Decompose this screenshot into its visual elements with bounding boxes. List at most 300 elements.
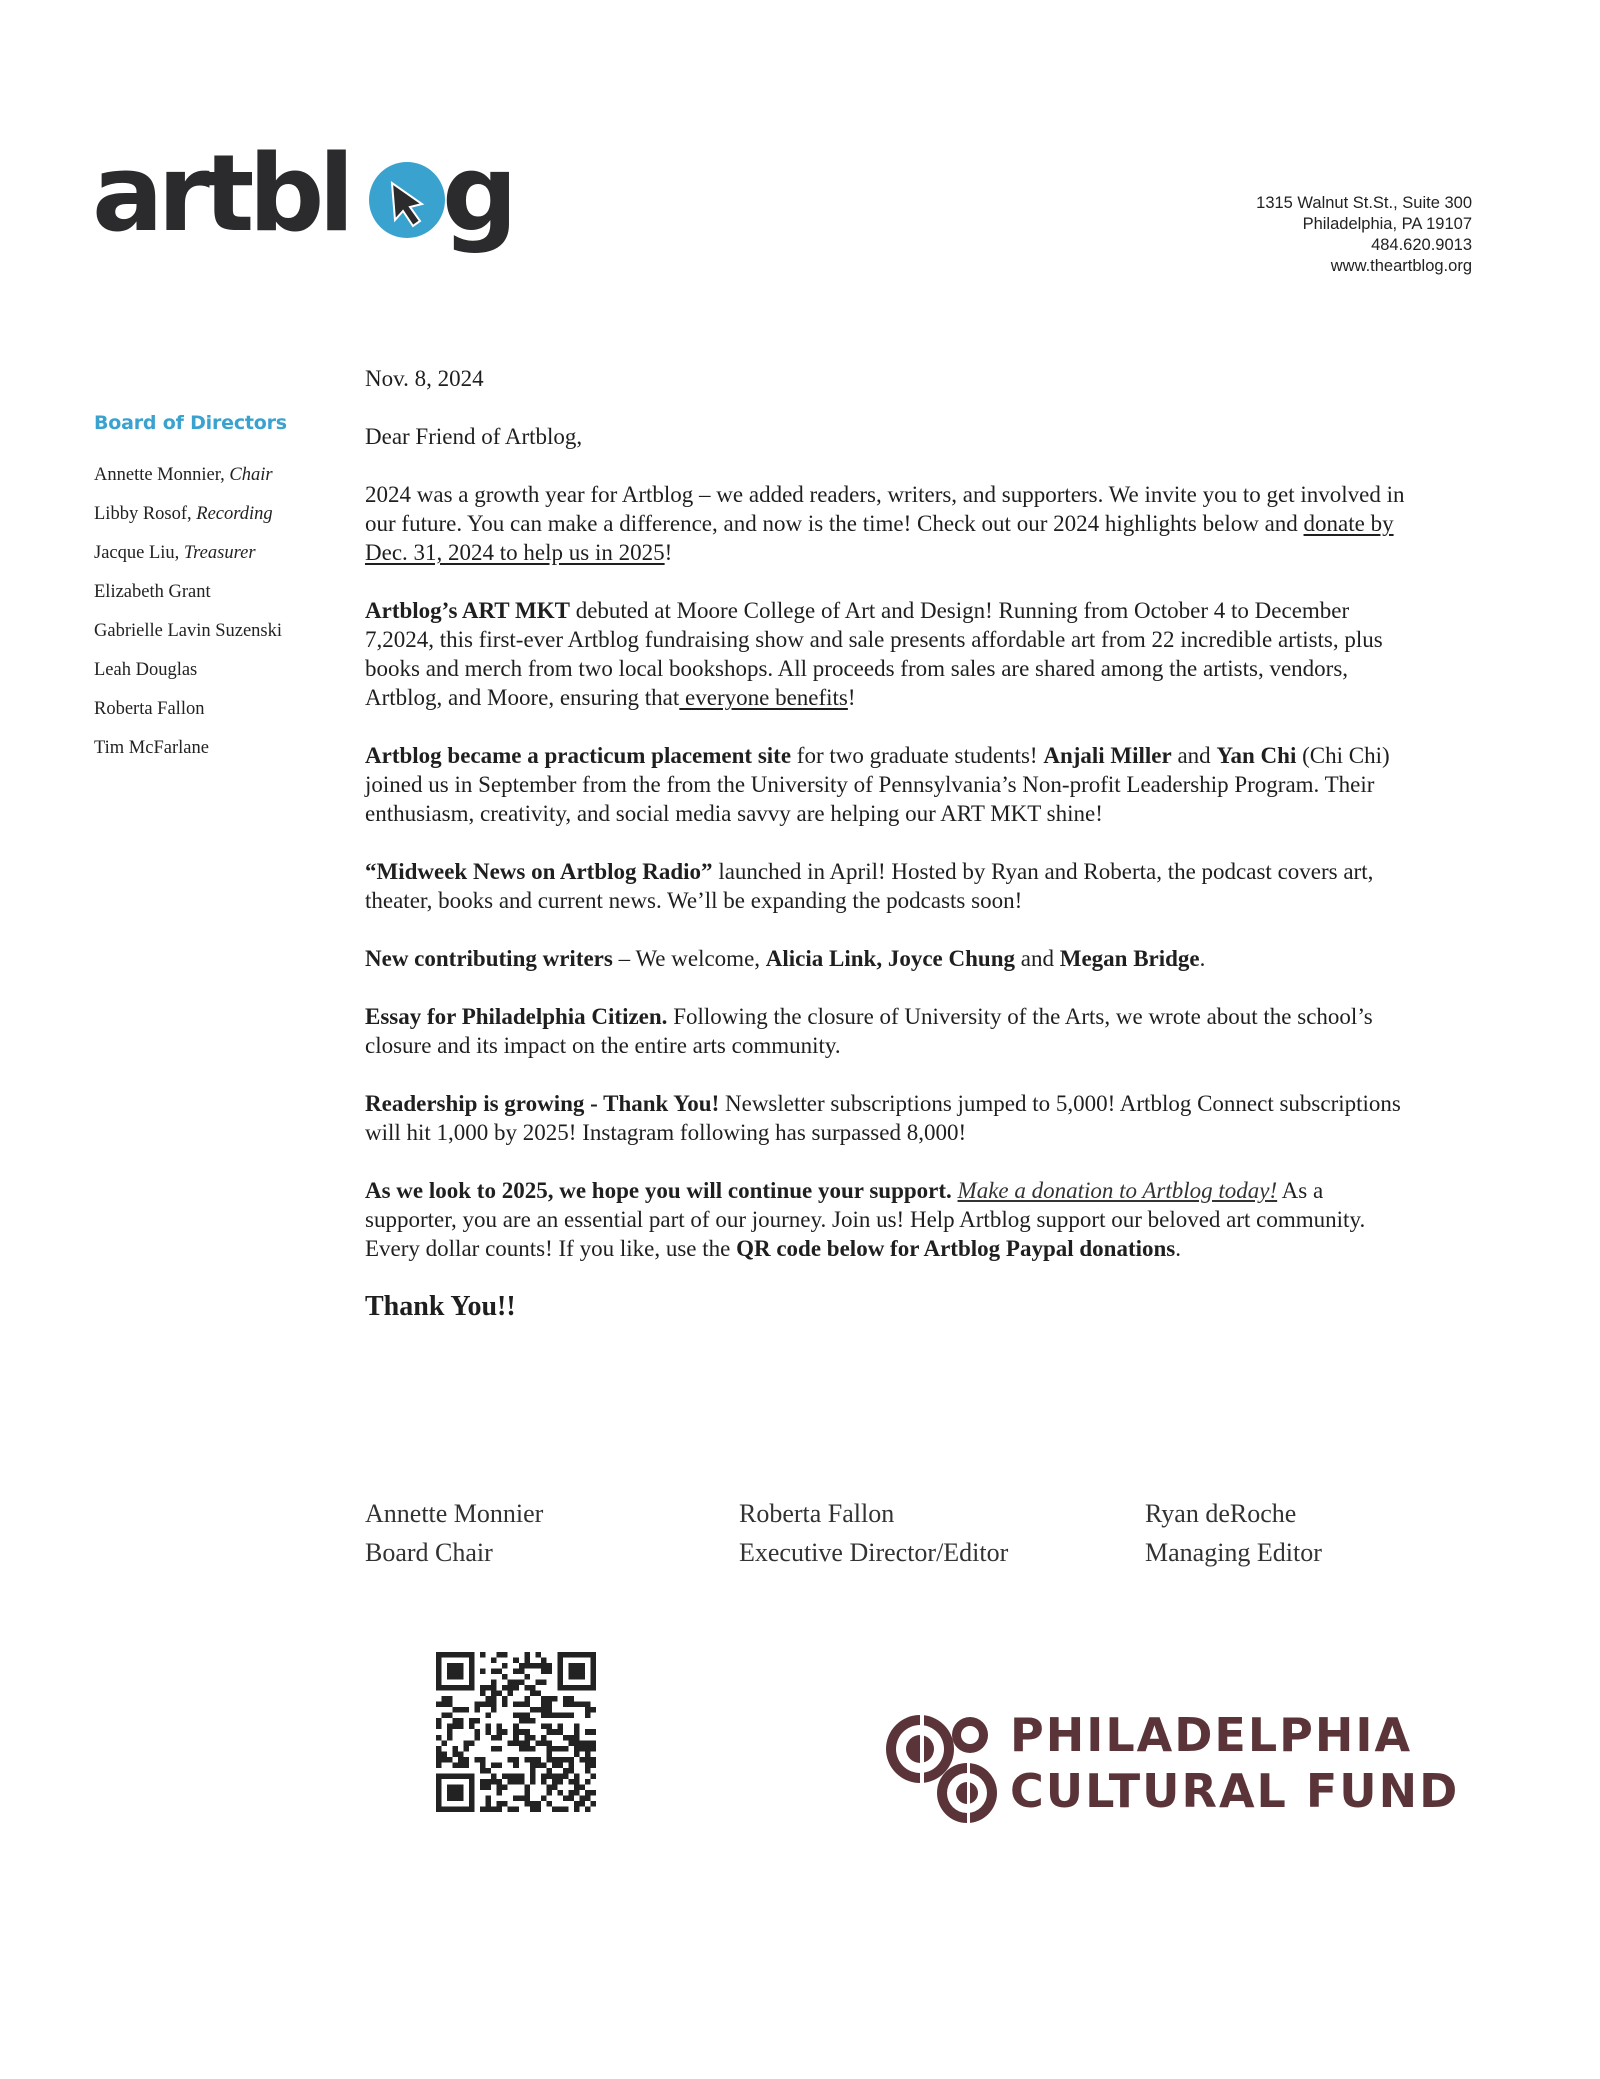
qr-module [557, 1779, 563, 1785]
qr-module [546, 1740, 552, 1746]
readership-paragraph: Readership is growing - Thank You! Newsletter subscriptions jumped to 5,000! Artblog Connect subscriptions will hit 1,000 by 2025! Instagram following has surpassed 8,000! [365, 1091, 1401, 1145]
qr-module [480, 1691, 486, 1697]
qr-module [513, 1762, 519, 1768]
qr-module [486, 1685, 492, 1691]
qr-module [519, 1663, 525, 1669]
qr-module [469, 1773, 475, 1779]
qr-module [491, 1702, 497, 1708]
qr-module [436, 1790, 442, 1796]
address-city: Philadelphia, PA 19107 [1302, 215, 1472, 233]
qr-module [535, 1680, 541, 1686]
qr-module [541, 1658, 547, 1664]
qr-module [458, 1790, 464, 1796]
qr-module [491, 1669, 497, 1675]
qr-module [579, 1795, 585, 1801]
qr-module [442, 1740, 448, 1746]
qr-module [513, 1806, 519, 1812]
qr-module [458, 1751, 464, 1757]
member-name: Annette Monnier, [94, 465, 225, 485]
qr-module [453, 1663, 459, 1669]
qr-module [541, 1696, 547, 1702]
qr-module [508, 1779, 514, 1785]
qr-module [497, 1652, 503, 1658]
qr-module [436, 1784, 442, 1790]
qr-module [447, 1729, 453, 1735]
member-name: Jacque Liu, [94, 543, 180, 563]
qr-module [458, 1762, 464, 1768]
closing-thank-you: Thank You!! [365, 1291, 516, 1322]
signature-block [365, 1494, 543, 1572]
qr-module [486, 1806, 492, 1812]
qr-module [519, 1795, 525, 1801]
qr-module [574, 1779, 580, 1785]
qr-module [590, 1740, 596, 1746]
qr-module [535, 1707, 541, 1713]
qr-module [585, 1746, 591, 1752]
qr-module [552, 1779, 558, 1785]
qr-module [508, 1691, 514, 1697]
qr-module [469, 1779, 475, 1785]
qr-module [585, 1806, 591, 1812]
qr-module [530, 1779, 536, 1785]
qr-module [442, 1652, 448, 1658]
qr-module [530, 1773, 536, 1779]
signer-title: Executive Director/Editor [739, 1538, 1009, 1567]
qr-module [442, 1773, 448, 1779]
qr-module [469, 1718, 475, 1724]
qr-module [563, 1746, 569, 1752]
qr-module [535, 1691, 541, 1697]
qr-module [475, 1702, 481, 1708]
qr-module [447, 1773, 453, 1779]
qr-module [447, 1806, 453, 1812]
qr-module [530, 1801, 536, 1807]
qr-module [453, 1773, 459, 1779]
qr-module [585, 1757, 591, 1763]
qr-module [530, 1718, 536, 1724]
salutation: Dear Friend of Artblog, [365, 424, 583, 449]
qr-module [590, 1663, 596, 1669]
qr-module [579, 1663, 585, 1669]
member-name: Leah Douglas [94, 660, 198, 680]
qr-module [458, 1663, 464, 1669]
qr-module [541, 1735, 547, 1741]
qr-module [568, 1685, 574, 1691]
qr-module [557, 1669, 563, 1675]
qr-module [574, 1740, 580, 1746]
qr-module [524, 1702, 530, 1708]
qr-module [491, 1735, 497, 1741]
qr-module [436, 1680, 442, 1686]
signer-name: Ryan deRoche [1145, 1499, 1297, 1528]
qr-module [524, 1718, 530, 1724]
qr-module [557, 1806, 563, 1812]
qr-module [491, 1773, 497, 1779]
qr-module [546, 1784, 552, 1790]
qr-module [557, 1685, 563, 1691]
qr-module [469, 1806, 475, 1812]
board-member [94, 456, 334, 495]
qr-module [464, 1773, 470, 1779]
qr-module [524, 1757, 530, 1763]
qr-module [541, 1707, 547, 1713]
qr-module [574, 1685, 580, 1691]
qr-module [502, 1674, 508, 1680]
qr-module [579, 1746, 585, 1752]
signer-title: Board Chair [365, 1538, 493, 1567]
qr-module [458, 1757, 464, 1763]
qr-module [486, 1713, 492, 1719]
qr-module [552, 1784, 558, 1790]
qr-module [469, 1784, 475, 1790]
qr-module [530, 1762, 536, 1768]
qr-module [458, 1724, 464, 1730]
qr-module [497, 1784, 503, 1790]
qr-module [491, 1680, 497, 1686]
board-member [94, 573, 334, 612]
qr-module [524, 1663, 530, 1669]
qr-module [568, 1702, 574, 1708]
board-title: Board of Directors [94, 412, 287, 434]
qr-module [530, 1663, 536, 1669]
qr-module [436, 1801, 442, 1807]
letter-body [365, 364, 1415, 1350]
board-member [94, 534, 334, 573]
member-name: Libby Rosof, [94, 504, 192, 524]
qr-module [513, 1779, 519, 1785]
qr-module [480, 1669, 486, 1675]
qr-module [524, 1674, 530, 1680]
qr-module [469, 1674, 475, 1680]
qr-module [579, 1784, 585, 1790]
qr-module [585, 1762, 591, 1768]
qr-module [546, 1696, 552, 1702]
qr-module [552, 1773, 558, 1779]
qr-module [442, 1751, 448, 1757]
qr-module [579, 1801, 585, 1807]
qr-module [513, 1773, 519, 1779]
qr-module [453, 1724, 459, 1730]
qr-module [535, 1801, 541, 1807]
qr-module [568, 1790, 574, 1796]
qr-module [502, 1801, 508, 1807]
everyone-benefits-link[interactable]: everyone benefits [679, 685, 848, 710]
qr-module [502, 1729, 508, 1735]
qr-module [453, 1806, 459, 1812]
qr-module [546, 1757, 552, 1763]
qr-module [508, 1740, 514, 1746]
qr-module [458, 1652, 464, 1658]
qr-module [563, 1696, 569, 1702]
pcf-circles-icon [882, 1705, 1007, 1825]
qr-module [491, 1762, 497, 1768]
qr-module [447, 1685, 453, 1691]
qr-module [486, 1795, 492, 1801]
qr-module [524, 1658, 530, 1664]
qr-module [447, 1784, 453, 1790]
qr-module [579, 1740, 585, 1746]
support-paragraph: As we look to 2025, we hope you will continue your support. Make a donation to Artblog today! As a supporter, you are an essential part of our journey. Join us! Help Artblog support our beloved art community. Every dollar counts! If you like, use the QR code below for Artblog Paypal donations. [365, 1178, 1366, 1261]
paypal-qr-code[interactable] [436, 1652, 596, 1812]
qr-module [590, 1658, 596, 1664]
qr-module [502, 1652, 508, 1658]
qr-module [436, 1773, 442, 1779]
qr-module [513, 1735, 519, 1741]
qr-module [585, 1702, 591, 1708]
qr-module [458, 1718, 464, 1724]
qr-module [590, 1746, 596, 1752]
qr-module [568, 1669, 574, 1675]
qr-module [502, 1696, 508, 1702]
qr-module [486, 1784, 492, 1790]
qr-module [458, 1685, 464, 1691]
qr-module [519, 1740, 525, 1746]
qr-module [458, 1784, 464, 1790]
qr-module [497, 1746, 503, 1752]
qr-module [557, 1762, 563, 1768]
qr-module [579, 1757, 585, 1763]
qr-module [579, 1669, 585, 1675]
qr-module [480, 1757, 486, 1763]
qr-module [541, 1669, 547, 1675]
qr-module [568, 1779, 574, 1785]
qr-module [546, 1702, 552, 1708]
qr-module [513, 1669, 519, 1675]
qr-module [436, 1702, 442, 1708]
qr-module [541, 1702, 547, 1708]
qr-module [557, 1713, 563, 1719]
qr-module [585, 1790, 591, 1796]
qr-module [524, 1652, 530, 1658]
qr-module [557, 1773, 563, 1779]
qr-module [447, 1790, 453, 1796]
qr-module [486, 1696, 492, 1702]
qr-module [519, 1680, 525, 1686]
qr-module [574, 1729, 580, 1735]
qr-module [469, 1652, 475, 1658]
qr-module [590, 1707, 596, 1713]
qr-module [486, 1724, 492, 1730]
qr-module [552, 1762, 558, 1768]
qr-module [563, 1806, 569, 1812]
qr-module [568, 1762, 574, 1768]
board-member [94, 690, 334, 729]
qr-module [513, 1685, 519, 1691]
qr-module [524, 1795, 530, 1801]
qr-module [436, 1795, 442, 1801]
qr-module [436, 1724, 442, 1730]
qr-module [574, 1773, 580, 1779]
philadelphia-cultural-fund-logo [882, 1705, 1462, 1825]
qr-module [491, 1685, 497, 1691]
make-donation-link[interactable]: Make a donation to Artblog today! [957, 1178, 1278, 1203]
qr-module [436, 1718, 442, 1724]
qr-module [486, 1801, 492, 1807]
qr-module [458, 1669, 464, 1675]
qr-module [519, 1773, 525, 1779]
qr-module [491, 1707, 497, 1713]
member-name: Elizabeth Grant [94, 582, 211, 602]
qr-module [513, 1729, 519, 1735]
qr-module [453, 1707, 459, 1713]
qr-module [513, 1724, 519, 1730]
qr-module [546, 1790, 552, 1796]
qr-module [475, 1707, 481, 1713]
qr-module [447, 1757, 453, 1763]
qr-module [436, 1779, 442, 1785]
qr-module [475, 1729, 481, 1735]
qr-module [458, 1674, 464, 1680]
qr-module [579, 1674, 585, 1680]
qr-module [464, 1762, 470, 1768]
qr-module [574, 1806, 580, 1812]
qr-module [563, 1685, 569, 1691]
qr-module [563, 1652, 569, 1658]
qr-module [436, 1762, 442, 1768]
qr-module [563, 1702, 569, 1708]
qr-module [475, 1735, 481, 1741]
qr-module [524, 1735, 530, 1741]
address-website[interactable]: www.theartblog.org [1330, 257, 1472, 275]
qr-module [557, 1757, 563, 1763]
qr-module [513, 1713, 519, 1719]
qr-module [436, 1669, 442, 1675]
essay-paragraph: Essay for Philadelphia Citizen. Following the closure of University of the Arts, we wrote about the school’s closure and its impact on the entire arts community. [365, 1004, 1373, 1058]
logo-text-g: g [442, 148, 518, 255]
qr-module [491, 1806, 497, 1812]
qr-module [513, 1680, 519, 1686]
qr-module [568, 1674, 574, 1680]
qr-module [469, 1658, 475, 1664]
qr-module [469, 1795, 475, 1801]
qr-module [447, 1669, 453, 1675]
qr-module [546, 1751, 552, 1757]
qr-module [524, 1746, 530, 1752]
qr-module [535, 1740, 541, 1746]
qr-module [453, 1751, 459, 1757]
qr-module [590, 1652, 596, 1658]
qr-module [557, 1663, 563, 1669]
qr-module [590, 1674, 596, 1680]
qr-module [464, 1740, 470, 1746]
qr-module [524, 1729, 530, 1735]
qr-module [453, 1784, 459, 1790]
practicum-paragraph: Artblog became a practicum placement site for two graduate students! Anjali Miller and Yan Chi (Chi Chi) joined us in September from the from the University of Pennsylvania’s Non-profit Leadership Program. Their enthusiasm, creativity, and social media savvy are helping our ART MKT shine! [365, 743, 1390, 826]
qr-module [585, 1713, 591, 1719]
qr-module [480, 1806, 486, 1812]
qr-module [453, 1746, 459, 1752]
qr-module [447, 1713, 453, 1719]
qr-module [502, 1773, 508, 1779]
radio-paragraph: “Midweek News on Artblog Radio” launched in April! Hosted by Ryan and Roberta, the podcast covers art, theater, books and current news. We’ll be expanding the podcasts soon! [365, 859, 1374, 913]
qr-module [535, 1762, 541, 1768]
qr-module [497, 1735, 503, 1741]
qr-module [574, 1669, 580, 1675]
writers-paragraph: New contributing writers – We welcome, Alicia Link, Joyce Chung and Megan Bridge. [365, 946, 1206, 971]
qr-module [524, 1713, 530, 1719]
qr-module [519, 1718, 525, 1724]
logo-text-art: artbl [92, 148, 349, 255]
member-role: Recording [196, 504, 273, 524]
qr-module [453, 1674, 459, 1680]
qr-module [469, 1790, 475, 1796]
qr-module [480, 1762, 486, 1768]
qr-module [491, 1746, 497, 1752]
qr-module [574, 1702, 580, 1708]
qr-module [519, 1729, 525, 1735]
signature-block [739, 1494, 1008, 1572]
member-role: Treasurer [183, 543, 256, 563]
address-block [1256, 193, 1472, 277]
qr-module [535, 1663, 541, 1669]
qr-module [574, 1724, 580, 1730]
qr-module [535, 1806, 541, 1812]
qr-module [447, 1702, 453, 1708]
qr-module [546, 1669, 552, 1675]
qr-module [546, 1746, 552, 1752]
qr-module [557, 1652, 563, 1658]
qr-module [546, 1773, 552, 1779]
member-name: Roberta Fallon [94, 699, 205, 719]
qr-module [469, 1680, 475, 1686]
qr-module [447, 1724, 453, 1730]
qr-module [524, 1685, 530, 1691]
qr-module [436, 1652, 442, 1658]
donate-deadline-link[interactable]: donate by Dec. 31, 2024 to help us in 2025 [365, 511, 1394, 565]
qr-module [563, 1773, 569, 1779]
qr-module [574, 1674, 580, 1680]
pcf-line2: CULTURAL FUND [1010, 1764, 1460, 1818]
qr-module [453, 1685, 459, 1691]
qr-module [491, 1658, 497, 1664]
qr-module [557, 1790, 563, 1796]
qr-module [491, 1691, 497, 1697]
qr-module [541, 1680, 547, 1686]
qr-module [502, 1685, 508, 1691]
qr-module [579, 1702, 585, 1708]
qr-module [464, 1757, 470, 1763]
qr-module [497, 1691, 503, 1697]
qr-module [530, 1707, 536, 1713]
qr-module [436, 1746, 442, 1752]
qr-module [508, 1757, 514, 1763]
qr-module [585, 1779, 591, 1785]
qr-module [535, 1757, 541, 1763]
qr-module [590, 1729, 596, 1735]
qr-module [453, 1762, 459, 1768]
qr-module [585, 1707, 591, 1713]
qr-module [458, 1707, 464, 1713]
qr-module [491, 1779, 497, 1785]
qr-module [453, 1718, 459, 1724]
qr-module [574, 1801, 580, 1807]
qr-module [464, 1707, 470, 1713]
qr-module [590, 1801, 596, 1807]
qr-module [497, 1801, 503, 1807]
qr-module [563, 1713, 569, 1719]
qr-module [513, 1658, 519, 1664]
qr-module [436, 1663, 442, 1669]
qr-module [546, 1724, 552, 1730]
qr-module [480, 1779, 486, 1785]
qr-module [530, 1806, 536, 1812]
qr-module [568, 1735, 574, 1741]
qr-module [574, 1746, 580, 1752]
qr-module [475, 1757, 481, 1763]
qr-module [557, 1658, 563, 1664]
qr-module [469, 1669, 475, 1675]
qr-module [546, 1663, 552, 1669]
